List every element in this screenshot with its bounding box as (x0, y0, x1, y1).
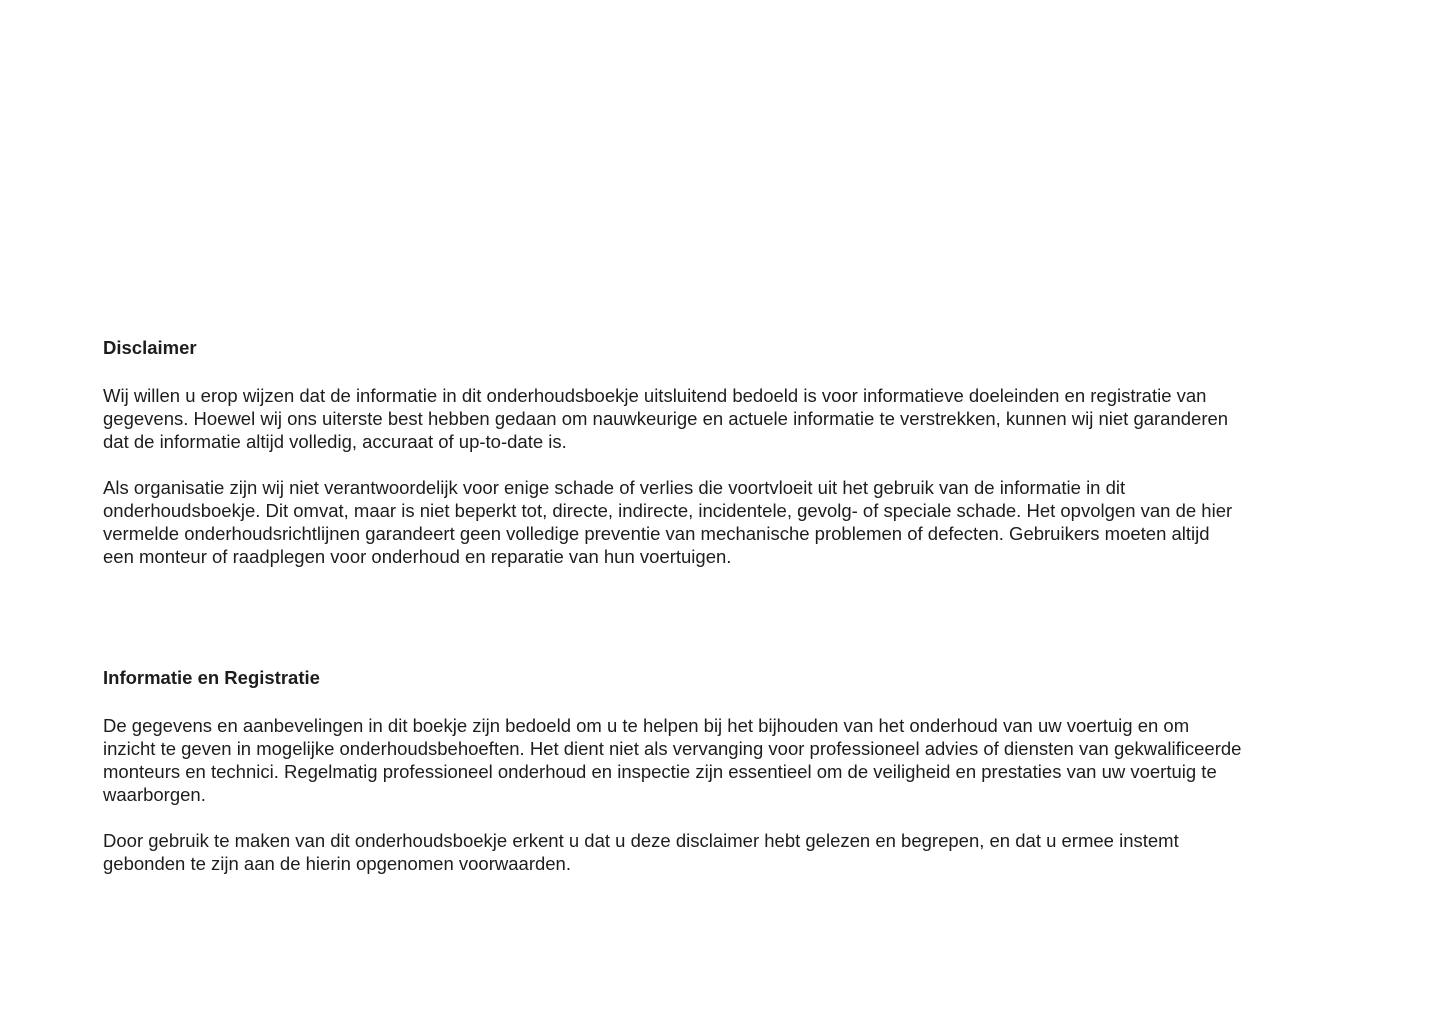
informatie-paragraph-2: Door gebruik te maken van dit onderhoudsboekje erkent u dat u deze disclaimer hebt gelezen en begrepen, en dat u ermee instemt gebonden te zijn aan de hierin opgenomen voorwaarden. (103, 830, 1179, 874)
section-heading-informatie-en-registratie: Informatie en Registratie (103, 667, 320, 688)
section-heading-disclaimer: Disclaimer (103, 337, 197, 358)
section-disclaimer (103, 336, 1243, 568)
informatie-paragraph-1: De gegevens en aanbevelingen in dit boekje zijn bedoeld om u te helpen bij het bijhouden van het onderhoud van uw voertuig en om inzicht te geven in mogelijke onderhoudsbehoeften. Het dient niet als vervanging voor professioneel advies of diensten van gekwalificeerde monteurs en technici. Regelmatig professioneel onderhoud en inspectie zijn essentieel om de veiligheid en prestaties van uw voertuig te waarborgen. (103, 715, 1242, 805)
disclaimer-paragraph-1: Wij willen u erop wijzen dat de informatie in dit onderhoudsboekje uitsluitend bedoeld is voor informatieve doeleinden en registratie van gegevens. Hoewel wij ons uiterste best hebben gedaan om nauwkeurige en actuele informatie te verstrekken, kunnen wij niet garanderen dat de informatie altijd volledig, accuraat of up-to-date is. (103, 385, 1229, 452)
disclaimer-paragraph-2: Als organisatie zijn wij niet verantwoordelijk voor enige schade of verlies die voortvloeit uit het gebruik van de informatie in dit onderhoudsboekje. Dit omvat, maar is niet beperkt tot, directe, indirecte, incidentele, gevolg- of speciale schade. Het opvolgen van de hier vermelde onderhoudsrichtlijnen garandeert geen volledige preventie van mechanische problemen of defecten. Gebruikers moeten altijd een monteur of raadplegen voor onderhoud en reparatie van hun voertuigen. (103, 477, 1233, 567)
document-page (103, 336, 1243, 875)
section-informatie-en-registratie (103, 666, 1243, 875)
